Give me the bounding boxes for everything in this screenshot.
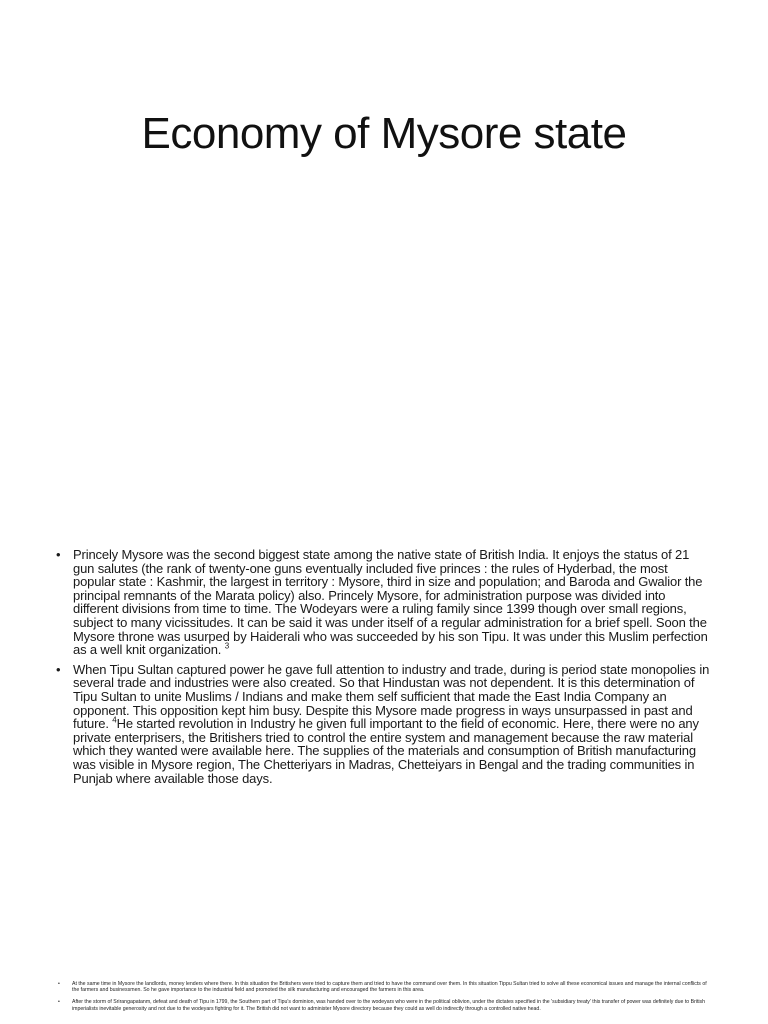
bullet-item bbox=[56, 548, 712, 657]
footnote-list bbox=[58, 981, 708, 1018]
bullet-item bbox=[56, 663, 712, 785]
footnote-reference: 4 bbox=[112, 715, 117, 725]
footnote-item bbox=[58, 999, 708, 1011]
footnote-item bbox=[58, 981, 708, 993]
bullet-icon: • bbox=[56, 547, 61, 562]
bullet-list bbox=[56, 548, 712, 791]
footnote-reference: 3 bbox=[224, 641, 230, 651]
slide-title: Economy of Mysore state bbox=[141, 109, 627, 158]
bullet-icon: • bbox=[56, 661, 61, 677]
bullet-text: Princely Mysore was the second biggest state among the native state of British India. It enjoys the status of 21 gun salutes (the rank of twenty-one guns eventually included five princes : the rules of Hyderbad, the most popular state : Kashmir, the largest in territory : Mysore, third in size and population; and Baroda and Gwalior the principal remnants of the Marata policy) also. Princely Mysore, for administration purpose was divided into different divisions from time to time. The Wodeyars were a ruling family since 1399 though over small regions, subject to many vicissitudes. It can be said it was under itself of a regular administration for a brief spell. Soon the Mysore throne was usurped by Haiderali who was succeeded by his son Tipu. It was under this Muslim perfection as a well knit organization. bbox=[73, 547, 708, 658]
bullet-text-continued: He started revolution in Industry he given full important to the field of economic. Here, there were no any private enterprisers, the Britishers tried to control the entire system and management because the raw material which they wanted were available here. The supplies of the materials and consumption of British manufacturing was visible in Mysore region, The Chetteriyars in Madras, Chetteiyars in Bengal and the trading communities in Punjab where available those days. bbox=[73, 716, 699, 786]
footnote-text: At the same time in Mysore the landlords, money lenders where there. In this situation the Britishers were tried to capture them and tried to have the command over them. In this situation Tippu Sultan tried to solve all these economical issues and manage the internal conflicts of the farmers and businessmen. So he gave importance to the industrial field and promoted the silk manufacturing and encouraged the farmers in this area. bbox=[72, 981, 707, 994]
footnote-bullet-icon: • bbox=[58, 981, 60, 987]
footnote-text: After the storm of Srirangapatanm, defeat and death of Tipu in 1799, the Southern part of Tipu's dominion, was handed over to the wodeyars who were in the political oblivion, under the dictates specified in the 'subsidiary treaty' this transfer of power was definitely due to British imperialists inevitable generosity and not due to the wodeyars fighting for it. The British did not want to administer Mysore directory because they could as well do indirectly through a controlled native head. bbox=[72, 999, 706, 1012]
bullet-text: When Tipu Sultan captured power he gave full attention to industry and trade, during is period state monopolies in several trade and industries were also created. So that Hindustan was not dependent. It is this determination of Tipu Sultan to unite Muslims / Indians and make them self sufficient that made the East India Company an opponent. This opposition kept him busy. Despite this Mysore made progress in ways unsurpassed in past and future. bbox=[73, 661, 710, 732]
footnote-bullet-icon: • bbox=[58, 999, 60, 1006]
